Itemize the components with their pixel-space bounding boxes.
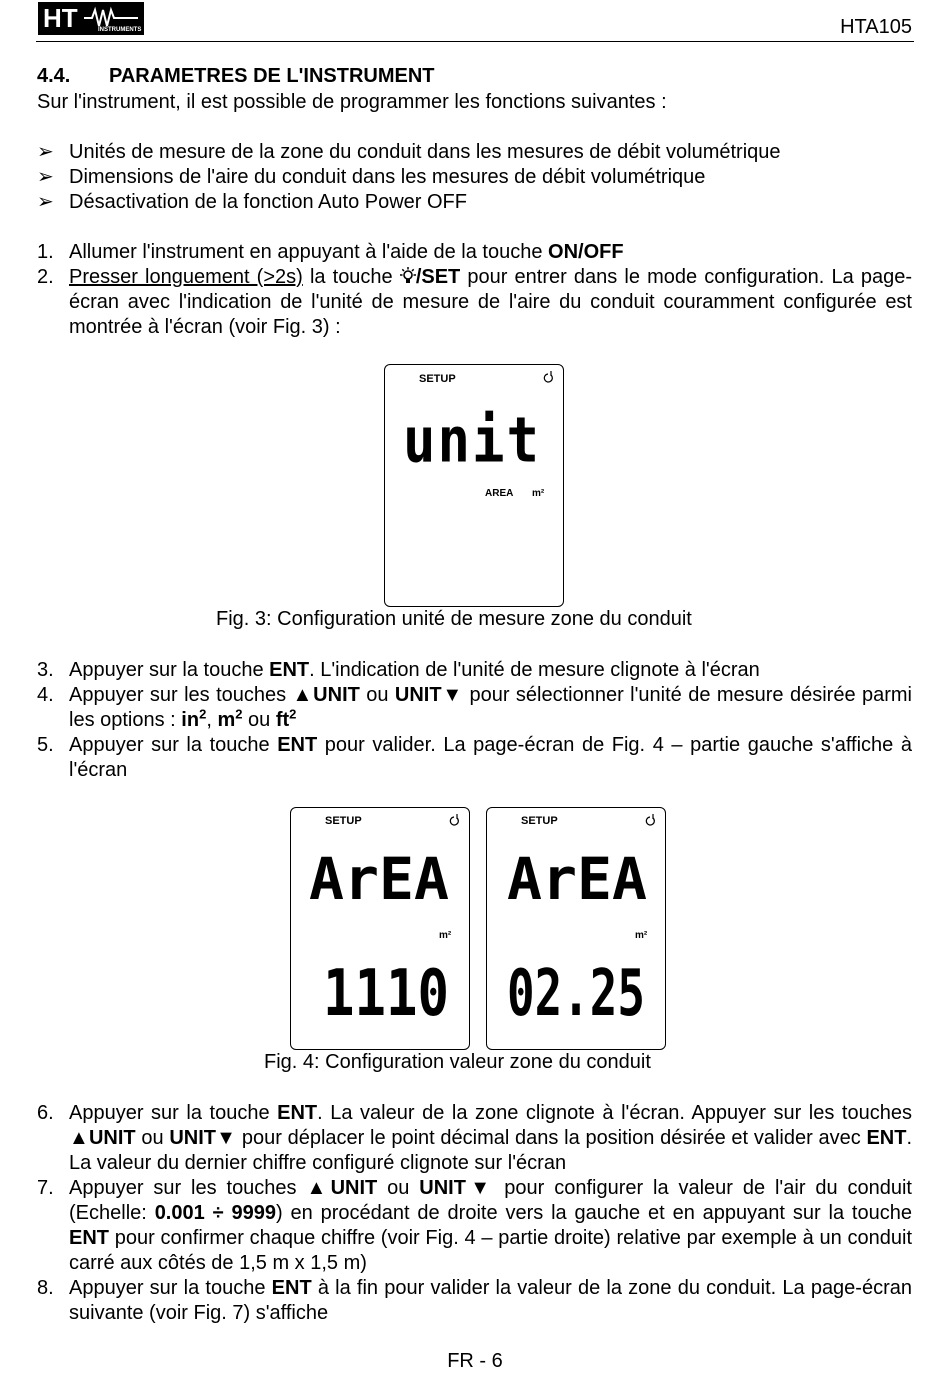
step-2: 2. Presser longuement (>2s) la touche /SET pour entrer dans le mode configuration. La page-écran avec l'indication de l'unité de mesure de l'aire du conduit couramment configurée est montrée à l'écran (voir Fig. 3) : (37, 266, 912, 338)
ht-logo (38, 2, 144, 35)
power-off-icon (646, 814, 654, 825)
lcd-display-fig3 (384, 364, 564, 607)
lcd-unit-label: m² (439, 930, 452, 941)
header-rule (36, 41, 914, 42)
arrow-bullet-icon: ➢ (37, 141, 54, 163)
bullet-item: ➢ Désactivation de la fonction Auto Power OFF (37, 191, 467, 213)
logo-text: HT (43, 3, 78, 33)
ht-logo-icon (40, 4, 142, 33)
fig4-caption: Fig. 4: Configuration valeur zone du conduit (264, 1051, 651, 1073)
bullet-item: ➢ Dimensions de l'aire du conduit dans les mesures de débit volumétrique (37, 166, 706, 188)
lcd-fig3-graphic (385, 365, 562, 605)
lcd-value-text: 02.25 (507, 957, 645, 1031)
power-off-icon (450, 814, 458, 825)
fig3-caption: Fig. 3: Configuration unité de mesure zone du conduit (216, 608, 692, 630)
lcd-display-fig4-right (486, 807, 666, 1050)
lcd-setup-label: SETUP (325, 815, 362, 827)
lcd-area-label: AREA (485, 488, 514, 499)
model-name: HTA105 (840, 16, 912, 38)
step-8: 8. Appuyer sur la touche ENT à la fin pour valider la valeur de la zone du conduit. La page-écran suivante (voir Fig. 7) s'affiche (37, 1277, 912, 1324)
step-5: 5. Appuyer sur la touche ENT pour valider. La page-écran de Fig. 4 – partie gauche s'affiche à l'écran (37, 734, 912, 781)
lcd-fig4-right-graphic (487, 808, 664, 1048)
step-7: 7. Appuyer sur les touches ▲UNIT ou UNIT▼ pour configurer la valeur de l'air du conduit (Echelle: 0.001 ÷ 9999) en procédant de droite vers la gauche et en appuyant sur la touche ENT pour confirmer chaque chiffre (voir Fig. 4 – partie droite) relative par exemple à un conduit carré aux côtés de 1,5 m x 1,5 m) (37, 1177, 912, 1274)
backlight-icon (400, 267, 416, 285)
step-1: 1. Allumer l'instrument en appuyant à l'aide de la touche ON/OFF (37, 241, 624, 263)
lcd-top-text: ArEA (309, 845, 449, 913)
lcd-main-text: unit (403, 403, 542, 477)
power-off-icon (544, 371, 552, 382)
step-4: 4. Appuyer sur les touches ▲UNIT ou UNIT▼ pour sélectionner l'unité de mesure désirée parmi les options : $in^2$, $m^2$ ou $ft^2$ (37, 684, 912, 731)
logo-subtext: INSTRUMENTS (98, 27, 142, 33)
section-heading (37, 64, 435, 89)
lcd-unit-label: m² (635, 930, 648, 941)
bullet-item: ➢ Unités de mesure de la zone du conduit dans les mesures de débit volumétrique (37, 141, 781, 163)
arrow-bullet-icon: ➢ (37, 191, 54, 213)
section-intro: Sur l'instrument, il est possible de programmer les fonctions suivantes : (37, 91, 667, 113)
section-title: PARAMETRES DE L'INSTRUMENT (109, 65, 435, 87)
lcd-setup-label: SETUP (419, 373, 456, 385)
lcd-fig4-left-graphic (291, 808, 468, 1048)
lcd-value-text: 1110 (323, 957, 449, 1031)
lcd-setup-label: SETUP (521, 815, 558, 827)
section-number: 4.4. (37, 65, 71, 87)
lcd-display-fig4-left (290, 807, 470, 1050)
lcd-unit-label: m² (532, 488, 545, 499)
step-3: 3. Appuyer sur la touche ENT. L'indication de l'unité de mesure clignote à l'écran (37, 659, 760, 681)
arrow-bullet-icon: ➢ (37, 166, 54, 188)
step-6: 6. Appuyer sur la touche ENT. La valeur de la zone clignote à l'écran. Appuyer sur les touches ▲UNIT ou UNIT▼ pour déplacer le point décimal dans la position désirée et valider avec ENT. La valeur du dernier chiffre configuré clignote sur l'écran (37, 1102, 912, 1174)
lcd-top-text: ArEA (507, 845, 647, 913)
page-number: FR - 6 (447, 1350, 503, 1372)
